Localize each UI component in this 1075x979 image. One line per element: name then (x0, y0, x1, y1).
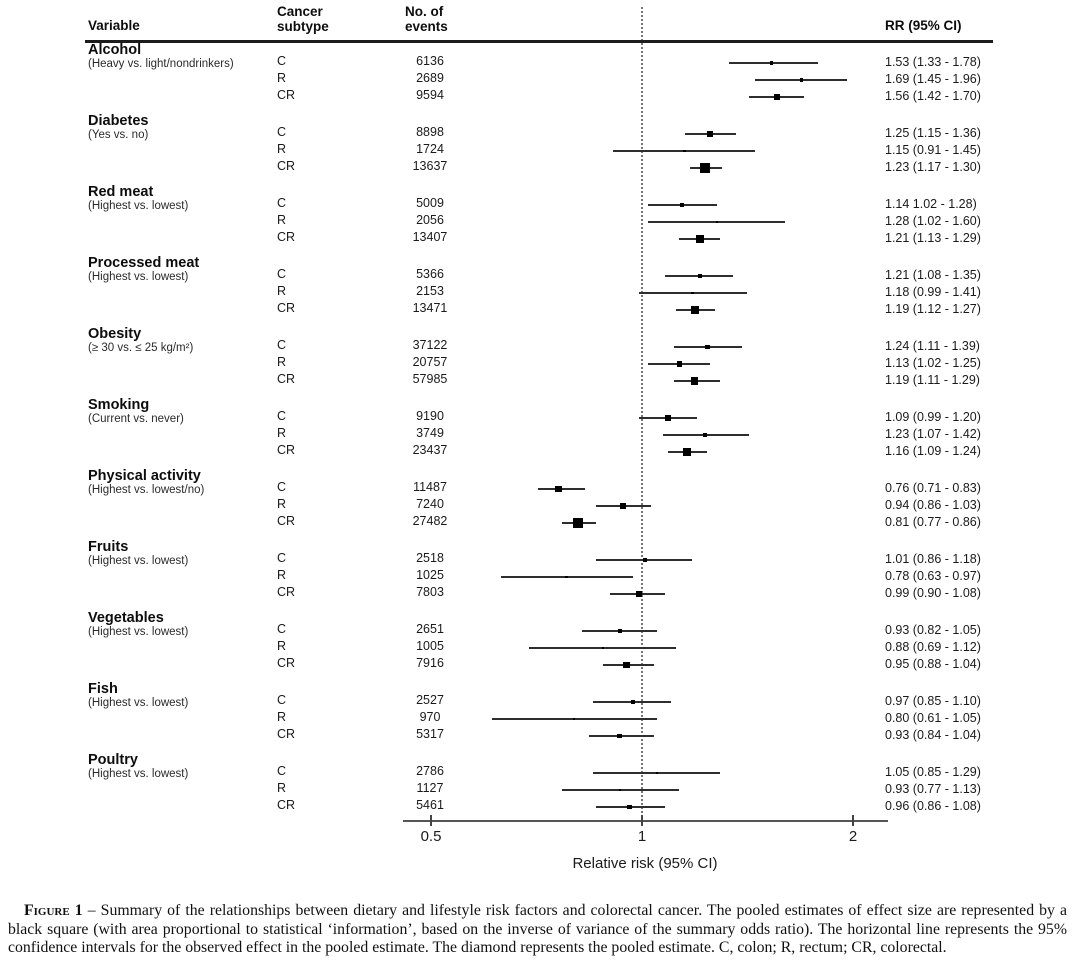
events-cell: 5317 (416, 727, 444, 741)
group-comparison: (Highest vs. lowest/no) (88, 484, 205, 496)
subtype-cell: CR (277, 656, 296, 670)
x-axis-line (403, 820, 888, 822)
effect-marker (618, 629, 622, 633)
effect-marker (643, 558, 646, 561)
events-cell: 5366 (416, 267, 444, 281)
group-comparison: (Yes vs. no) (88, 129, 149, 141)
subtype-cell: R (277, 781, 287, 795)
reference-line (641, 7, 643, 821)
effect-marker (696, 235, 704, 243)
rr-cell: 0.76 (0.71 - 0.83) (885, 481, 981, 495)
group-comparison: (Highest vs. lowest) (88, 555, 189, 567)
events-cell: 6136 (416, 54, 444, 68)
rr-cell: 0.80 (0.61 - 1.05) (885, 711, 981, 725)
effect-marker (800, 78, 804, 82)
events-cell: 23437 (412, 443, 448, 457)
events-cell: 1724 (416, 142, 444, 156)
rr-cell: 1.09 (0.99 - 1.20) (885, 410, 981, 424)
effect-marker (565, 576, 567, 578)
rr-cell: 0.96 (0.86 - 1.08) (885, 799, 981, 813)
subtype-cell: CR (277, 514, 296, 528)
subtype-cell: CR (277, 230, 296, 244)
rr-cell: 1.23 (1.17 - 1.30) (885, 160, 981, 174)
figure-caption-label: Figure 1 (24, 902, 83, 919)
rr-cell: 1.21 (1.13 - 1.29) (885, 231, 981, 245)
group-comparison: (Highest vs. lowest) (88, 697, 189, 709)
rr-cell: 1.19 (1.12 - 1.27) (885, 302, 981, 316)
events-cell: 8898 (416, 125, 444, 139)
group-comparison: (Current vs. never) (88, 413, 184, 425)
figure-caption (8, 902, 1067, 976)
effect-marker (619, 789, 622, 792)
events-cell: 1005 (416, 639, 444, 653)
subtype-cell: R (277, 355, 287, 369)
effect-marker (620, 503, 626, 509)
x-axis-label: Relative risk (95% CI) (572, 855, 718, 872)
rr-cell: 1.05 (0.85 - 1.29) (885, 765, 981, 779)
x-axis-tick (430, 815, 432, 826)
effect-marker (683, 150, 685, 152)
effect-marker (631, 700, 635, 704)
effect-marker (656, 772, 659, 775)
effect-marker (680, 203, 685, 208)
x-axis-tick (852, 815, 854, 826)
subtype-cell: CR (277, 443, 296, 457)
subtype-cell: C (277, 267, 287, 281)
group-comparison: (Highest vs. lowest) (88, 768, 189, 780)
subtype-cell: C (277, 125, 287, 139)
effect-marker (705, 345, 710, 350)
effect-marker (716, 221, 718, 223)
subtype-cell: CR (277, 727, 296, 741)
subtype-cell: C (277, 54, 287, 68)
subtype-cell: R (277, 568, 287, 582)
effect-marker (703, 433, 707, 437)
rr-cell: 0.93 (0.84 - 1.04) (885, 728, 981, 742)
rr-cell: 1.24 (1.11 - 1.39) (885, 339, 980, 353)
subtype-cell: R (277, 213, 287, 227)
column-header-rr: RR (95% CI) (885, 18, 962, 33)
rr-cell: 1.16 (1.09 - 1.24) (885, 444, 981, 458)
subtype-cell: R (277, 142, 287, 156)
group-title: Physical activity (88, 468, 201, 484)
group-title: Poultry (88, 752, 138, 768)
rr-cell: 1.18 (0.99 - 1.41) (885, 285, 981, 299)
effect-marker (665, 415, 671, 421)
group-title: Alcohol (88, 42, 142, 58)
group-title: Vegetables (88, 610, 164, 626)
events-cell: 970 (419, 710, 441, 724)
events-cell: 2518 (416, 551, 444, 565)
effect-marker (700, 163, 710, 173)
subtype-cell: C (277, 764, 287, 778)
events-cell: 2527 (416, 693, 444, 707)
subtype-cell: R (277, 639, 287, 653)
column-header-subtype-line1: Cancer (277, 4, 323, 19)
subtype-cell: C (277, 196, 287, 210)
events-cell: 1127 (416, 781, 444, 795)
events-cell: 13637 (412, 159, 448, 173)
column-header-variable: Variable (88, 18, 140, 33)
events-cell: 13471 (412, 301, 448, 315)
rr-cell: 0.93 (0.82 - 1.05) (885, 623, 981, 637)
effect-marker (691, 306, 699, 314)
group-title: Fish (88, 681, 118, 697)
subtype-cell: CR (277, 88, 296, 102)
rr-cell: 1.19 (1.11 - 1.29) (885, 373, 980, 387)
rr-cell: 1.15 (0.91 - 1.45) (885, 143, 981, 157)
group-title: Processed meat (88, 255, 200, 271)
effect-marker (677, 361, 682, 366)
effect-marker (691, 377, 698, 384)
group-title: Smoking (88, 397, 150, 413)
subtype-cell: R (277, 426, 287, 440)
subtype-cell: C (277, 480, 287, 494)
events-cell: 2689 (416, 71, 444, 85)
events-cell: 11487 (413, 480, 447, 494)
group-title: Fruits (88, 539, 129, 555)
subtype-cell: C (277, 409, 287, 423)
events-cell: 7916 (416, 656, 444, 670)
figure-caption-text: – Summary of the relationships between dietary and lifestyle risk factors and colorectal cancer. The pooled estimates of effect size are represented by a black square (with area proportional to statistical ‘information’, based on the inverse of variance of the summary odds ratio). The horizontal line represents the 95% confidence intervals for the observed effect in the pooled estimate. The diamond represents the pooled estimate. C, colon; R, rectum; CR, colorectal. (8, 902, 1068, 957)
events-cell: 1025 (416, 568, 444, 582)
events-cell: 7803 (416, 585, 444, 599)
effect-marker (602, 647, 604, 649)
events-cell: 2651 (416, 622, 444, 636)
events-cell: 2786 (416, 764, 444, 778)
x-axis-tick-label: 0.5 (420, 828, 442, 845)
events-cell: 7240 (416, 497, 444, 511)
events-cell: 5461 (416, 798, 444, 812)
subtype-cell: C (277, 693, 287, 707)
rr-cell: 1.23 (1.07 - 1.42) (885, 427, 981, 441)
group-title: Obesity (88, 326, 142, 342)
rr-cell: 0.99 (0.90 - 1.08) (885, 586, 981, 600)
subtype-cell: CR (277, 301, 296, 315)
group-comparison: (≥ 30 vs. ≤ 25 kg/m²) (88, 342, 194, 354)
events-cell: 57985 (412, 372, 448, 386)
events-cell: 3749 (416, 426, 444, 440)
effect-marker (617, 734, 622, 739)
group-title: Diabetes (88, 113, 149, 129)
effect-marker (627, 805, 632, 810)
group-comparison: (Heavy vs. light/nondrinkers) (88, 58, 234, 70)
effect-marker (636, 591, 642, 597)
group-comparison: (Highest vs. lowest) (88, 271, 189, 283)
events-cell: 9190 (416, 409, 444, 423)
subtype-cell: C (277, 622, 287, 636)
subtype-cell: C (277, 551, 287, 565)
subtype-cell: CR (277, 585, 296, 599)
subtype-cell: R (277, 71, 287, 85)
rr-cell: 1.28 (1.02 - 1.60) (885, 214, 981, 228)
subtype-cell: R (277, 284, 287, 298)
rr-cell: 0.81 (0.77 - 0.86) (885, 515, 981, 529)
column-header-events-line1: No. of (405, 4, 444, 19)
group-title: Red meat (88, 184, 154, 200)
effect-marker (573, 718, 575, 720)
rr-cell: 1.13 (1.02 - 1.25) (885, 356, 981, 370)
effect-marker (623, 662, 629, 668)
effect-marker (555, 486, 562, 493)
rr-cell: 1.01 (0.86 - 1.18) (885, 552, 981, 566)
rr-cell: 1.14 1.02 - 1.28) (885, 197, 977, 211)
events-cell: 5009 (416, 196, 444, 210)
rr-cell: 1.21 (1.08 - 1.35) (885, 268, 981, 282)
effect-marker (707, 131, 713, 137)
subtype-cell: CR (277, 159, 296, 173)
effect-marker (770, 61, 774, 65)
rr-cell: 0.97 (0.85 - 1.10) (885, 694, 981, 708)
effect-marker (683, 448, 691, 456)
events-cell: 2056 (416, 213, 444, 227)
rr-cell: 1.53 (1.33 - 1.78) (885, 55, 981, 69)
subtype-cell: R (277, 497, 287, 511)
header-rule (85, 40, 993, 43)
subtype-cell: CR (277, 798, 296, 812)
rr-cell: 0.88 (0.69 - 1.12) (885, 640, 981, 654)
subtype-cell: C (277, 338, 287, 352)
events-cell: 27482 (412, 514, 448, 528)
subtype-cell: CR (277, 372, 296, 386)
subtype-cell: R (277, 710, 287, 724)
events-cell: 20757 (412, 355, 448, 369)
rr-cell: 0.78 (0.63 - 0.97) (885, 569, 981, 583)
x-axis-tick (641, 815, 643, 826)
rr-cell: 1.69 (1.45 - 1.96) (885, 72, 981, 86)
effect-marker (774, 94, 780, 100)
group-comparison: (Highest vs. lowest) (88, 626, 189, 638)
group-comparison: (Highest vs. lowest) (88, 200, 189, 212)
effect-marker (573, 518, 583, 528)
rr-cell: 0.93 (0.77 - 1.13) (885, 782, 981, 796)
effect-marker (698, 274, 703, 279)
events-cell: 9594 (416, 88, 444, 102)
column-header-events-line2: events (405, 19, 448, 34)
column-header-subtype-line2: subtype (277, 19, 329, 34)
rr-cell: 0.94 (0.86 - 1.03) (885, 498, 981, 512)
x-axis-tick-label: 1 (637, 828, 647, 845)
events-cell: 2153 (416, 284, 444, 298)
effect-marker (691, 292, 694, 295)
rr-cell: 0.95 (0.88 - 1.04) (885, 657, 981, 671)
x-axis-tick-label: 2 (848, 828, 858, 845)
rr-cell: 1.56 (1.42 - 1.70) (885, 89, 981, 103)
rr-cell: 1.25 (1.15 - 1.36) (885, 126, 981, 140)
events-cell: 37122 (412, 338, 448, 352)
events-cell: 13407 (412, 230, 448, 244)
